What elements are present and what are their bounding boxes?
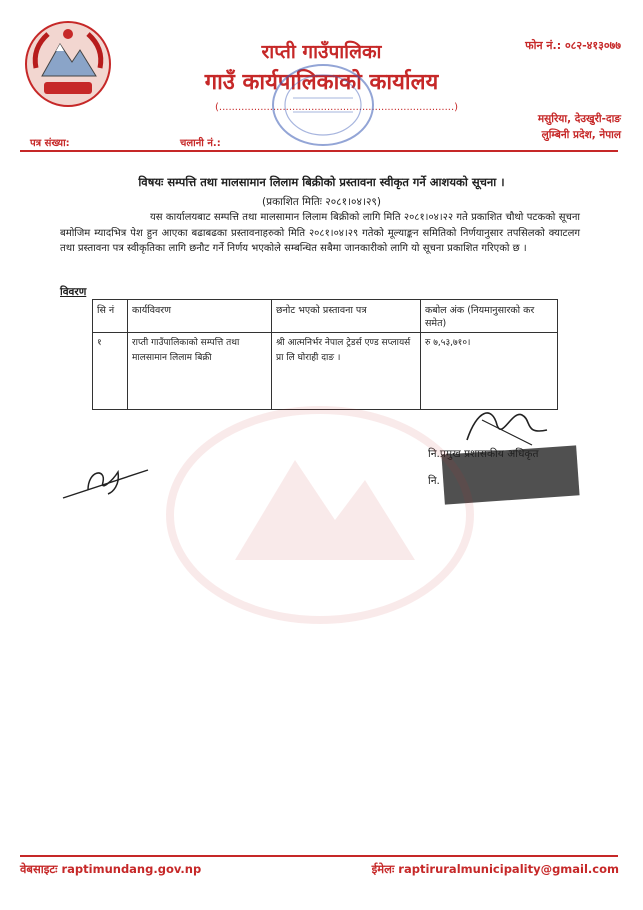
email-link[interactable]: ईमेलः raptiruralmunicipality@gmail.com [371, 862, 619, 876]
notice-subject: विषयः सम्पत्ति तथा मालसामान लिलाम बिक्रीको प्रस्तावना स्वीकृत गर्ने आशयको सूचना । [138, 175, 505, 189]
phone-number: फोन नं.: ०८२-४१३०७७ [525, 39, 621, 52]
header-divider [20, 150, 618, 152]
left-signature [58, 460, 153, 505]
cell-serial: १ [93, 333, 128, 410]
details-label: विवरण [60, 286, 87, 298]
cell-selected-proposal: श्री आत्मनिर्भर नेपाल ट्रेडर्स एण्ड सप्लायर्स प्रा लि घोराही दाङ । [272, 333, 421, 410]
watermark-emblem [155, 400, 485, 630]
office-name: राप्ती गाउँपालिका [261, 41, 382, 63]
footer-divider [20, 855, 618, 857]
column-header-bid-amount: कबोल अंक (नियमानुसारको कर समेत) [421, 300, 558, 333]
notice-body: यस कार्यालयबाट सम्पत्ति तथा मालसामान लिलाम बिक्रीको लागि मिति २०८१।०४।२२ गते प्रकाशित चौथो पटकको सूचना बमोजिम म्यादभित्र पेश हुन आएका बढाबढका प्रस्तावनाहरुको मिति २०८१।०४।२९ गतेको मूल्याङ्कन समितिको निर्णयानुसार तपसिलको क्याटलग तथा प्रस्तावना पत्र स्वीकृतिका लागि छनौट गर्ने निर्णय भएकोले सम्बन्धित सबैमा जानकारीको लागि यो सूचना प्रकाशित गरिएको छ । [60, 212, 580, 254]
officer-designation: नि.प्रमुख प्रशासकीय अधिकृत [428, 448, 539, 460]
officer-name-prefix: नि. [428, 475, 440, 487]
cell-bid-amount: रु ७,५३,७१०। [421, 333, 558, 410]
government-emblem-logo [22, 18, 114, 110]
cell-description: राप्ती गाउँपालिकाको सम्पत्ति तथा मालसामान लिलाम बिक्री [128, 333, 272, 410]
table-row [93, 333, 558, 410]
table-header-row [93, 300, 558, 333]
publish-date: (प्रकाशित मितिः २०८१।०४।२९) [262, 196, 381, 208]
address-line-2: लुम्बिनी प्रदेश, नेपाल [541, 129, 621, 141]
column-header-description: कार्यविवरण [128, 300, 272, 333]
office-title: गाउँ कार्यपालिकाको कार्यालय [204, 70, 439, 95]
column-header-selected-proposal: छनोट भएको प्रस्तावना पत्र [272, 300, 421, 333]
auction-table [92, 299, 558, 410]
reference-number-label: पत्र संख्या: [30, 138, 70, 149]
column-header-serial: सि नं [93, 300, 128, 333]
website-link[interactable]: वेबसाइटः raptimundang.gov.np [20, 862, 202, 876]
address-line-1: मसुरिया, देउखुरी-दाङ [537, 113, 621, 125]
dispatch-number-label: चलानी नं.: [180, 138, 221, 149]
office-seal-stamp [268, 60, 378, 150]
ward-line: (..........................................................................) [215, 102, 459, 113]
